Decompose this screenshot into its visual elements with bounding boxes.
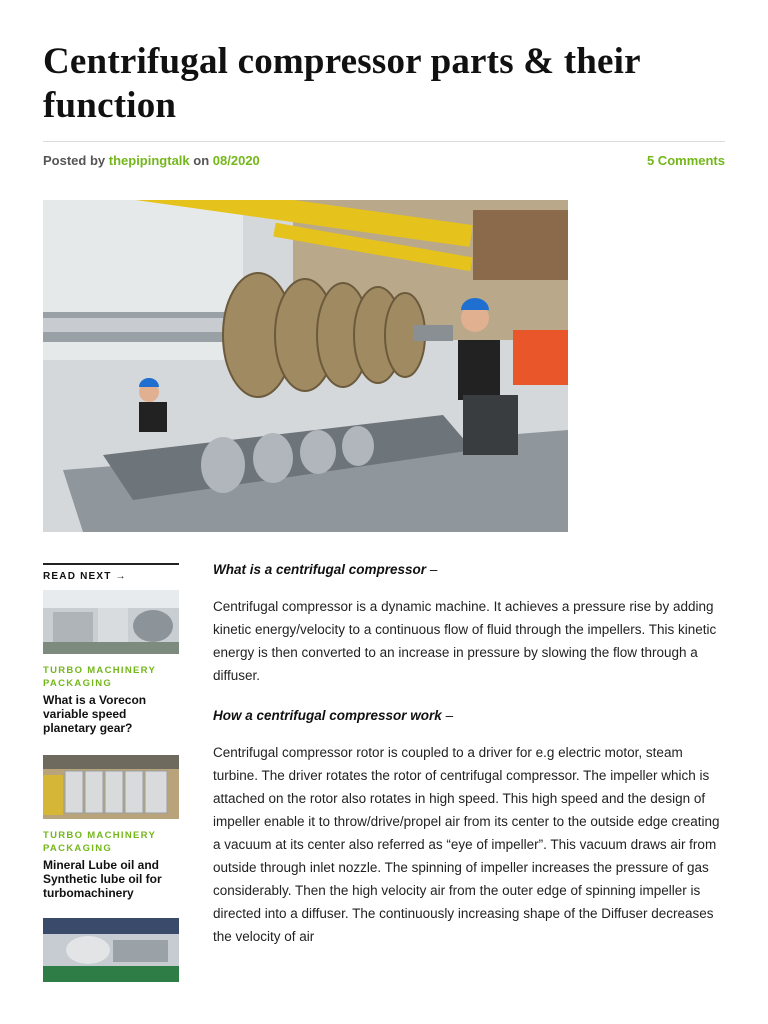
card-title[interactable]: Mineral Lube oil and Synthetic lube oil for turbomachinery: [43, 858, 162, 900]
heading-text: What is a centrifugal compressor: [213, 562, 427, 577]
meta-prefix: Posted by: [43, 153, 106, 168]
date-link[interactable]: 08/2020: [212, 153, 260, 168]
card-thumbnail[interactable]: [43, 918, 179, 982]
article-paragraph: Centrifugal compressor is a dynamic machine. It achieves a pressure rise by adding kinetic energy/velocity to a continuous flow of fluid through the impellers. This kinetic energy is then converted to an increase in pressure by slowing the flow through a diffuser.: [213, 599, 717, 683]
heading-suffix: –: [426, 562, 438, 577]
article-body: [213, 558, 728, 948]
post-meta: [43, 153, 725, 171]
meta-on: on: [193, 153, 210, 168]
author-link[interactable]: thepipingtalk: [108, 153, 190, 168]
featured-image: [43, 200, 568, 532]
article-heading: [213, 558, 728, 581]
card-category[interactable]: TURBO MACHINERY PACKAGING: [43, 665, 156, 689]
heading-suffix: –: [441, 708, 454, 723]
title-divider: [43, 141, 725, 142]
post-title: Centrifugal compressor parts & their function: [43, 41, 641, 126]
read-next-card[interactable]: [43, 590, 179, 735]
card-thumbnail[interactable]: [43, 590, 179, 654]
card-thumbnail[interactable]: [43, 755, 179, 819]
article-paragraph: Centrifugal compressor rotor is coupled to a driver for e.g electric motor, steam turbine. The driver rotates the rotor of centrifugal compressor. The impeller which is attached on the rotor also rotates in high speed. This high speed and the design of impeller enable it to throw/drive/propel air from its center to the outside edge creating a vacuum at its center also referred as “eye of impeller”. This vacuum draws air from outside through inlet nozzle. The spinning of impeller increases the pressure of gas considerably. Then the high velocity air from the outer edge of spinning impeller is directed into a diffuser. The continuously increasing shape of the Diffuser decreases the velocity of air: [213, 745, 720, 944]
sidebar-divider: [43, 563, 179, 565]
card-title[interactable]: What is a Vorecon variable speed planetary gear?: [43, 693, 147, 735]
read-next-card[interactable]: [43, 755, 179, 900]
read-next-heading: READ NEXT →: [43, 571, 127, 582]
read-next-card[interactable]: [43, 918, 179, 982]
heading-text: How a centrifugal compressor work: [213, 708, 442, 723]
comments-link[interactable]: 5 Comments: [646, 153, 725, 168]
card-category[interactable]: TURBO MACHINERY PACKAGING: [43, 830, 156, 854]
article-heading: [213, 704, 728, 727]
